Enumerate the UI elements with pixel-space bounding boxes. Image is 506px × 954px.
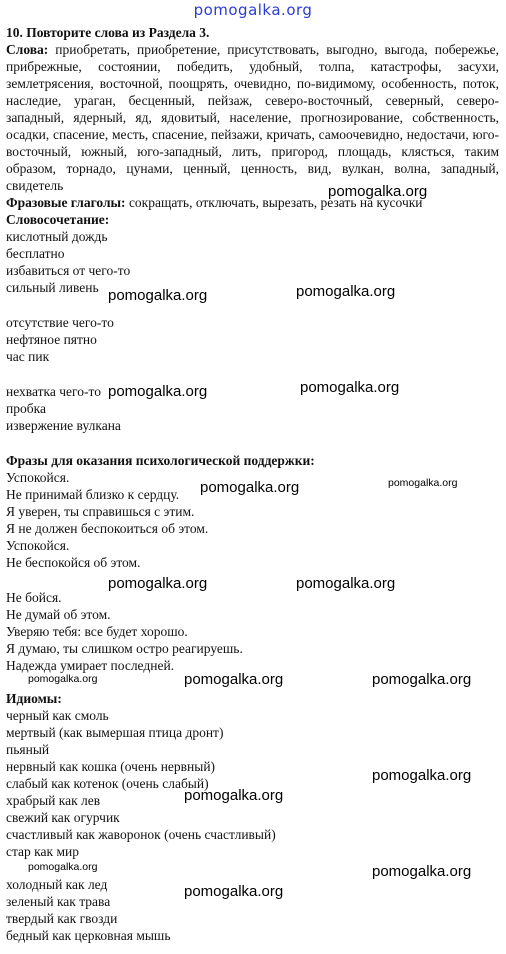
list-item: нехватка чего-то — [6, 384, 101, 399]
collocations-group-2 — [6, 314, 499, 365]
watermark: pomogalka.org — [108, 383, 208, 400]
words-paragraph — [6, 41, 499, 194]
list-item: нервный как кошка (очень нервный) — [6, 759, 216, 774]
watermark: pomogalka.org — [184, 787, 284, 804]
list-item: черный как смоль — [6, 708, 109, 723]
list-item: мертвый (как вымершая птица дронт) — [6, 725, 224, 740]
list-item: Я уверен, ты справишься с этим. — [6, 504, 195, 519]
list-item: пьяный — [6, 742, 50, 757]
list-item: слабый как котенок (очень слабый) — [6, 776, 209, 791]
list-item: Не беспокойся об этом. — [6, 555, 141, 570]
watermark: pomogalka.org — [300, 379, 400, 396]
collocations-group-3 — [6, 383, 499, 434]
list-item: Не думай об этом. — [6, 607, 111, 622]
watermark: pomogalka.org — [296, 283, 396, 300]
watermark: pomogalka.org — [108, 287, 208, 304]
list-item: стар как мир — [6, 844, 79, 859]
words-text: приобретать, приобретение, присутствовать, выгодно, выгода, побережье, прибрежные, состоянии, победить, удобный, толпа, катастрофы, засухи, землетрясения, восточной, поощрять, очевидно, по-видимому, особенность, поток, наследие, ураган, бесценный, пейзаж, северо-восточный, северный, северо-западный, ядерный, яд, ядовитый, население, прогнозирование, собственность, осадки, спасение, месть, спасение, пейзажи, кричать, самоочевидно, недостачи, юго-восточный, южный, юго-западный, лить, пригород, площадь, клясться, таким образом, торнадо, цунами, ценный, ценность, вид, вулкан, волна, западный, свидетель — [6, 42, 499, 193]
list-item: бедный как церковная мышь — [6, 928, 171, 943]
support-phrases-label: Фразы для оказания психологической поддержки: — [6, 453, 315, 468]
watermark: pomogalka.org — [108, 575, 208, 592]
list-item: бесплатно — [6, 246, 65, 261]
watermark: pomogalka.org — [184, 883, 284, 900]
phrasal-verbs-label: Фразовые глаголы: — [6, 195, 126, 210]
watermark: pomogalka.org — [372, 671, 472, 688]
list-item: отсутствие чего-то — [6, 315, 114, 330]
watermark: pomogalka.org — [296, 575, 396, 592]
list-item: холодный как лед — [6, 877, 108, 892]
list-item: час пик — [6, 349, 50, 364]
collocations-group-1 — [6, 228, 499, 296]
list-item: Не бойся. — [6, 590, 62, 605]
list-item: Успокойся. — [6, 470, 70, 485]
list-item: Уверяю тебя: все будет хорошо. — [6, 624, 188, 639]
exercise-title: 10. Повторите слова из Раздела 3. — [6, 25, 210, 40]
phrasal-verbs-text: сокращать, отключать, вырезать, резать на кусочки — [128, 195, 423, 210]
list-item: зеленый как трава — [6, 894, 111, 909]
list-item: нефтяное пятно — [6, 332, 97, 347]
list-item: свежий как огурчик — [6, 810, 120, 825]
site-header-logo[interactable]: pomogalka.org — [193, 1, 313, 19]
list-item: Надежда умирает последней. — [6, 658, 175, 673]
list-item: сильный ливень — [6, 280, 99, 295]
collocations-label: Словосочетание: — [6, 212, 110, 227]
watermark: pomogalka.org — [372, 863, 472, 880]
words-label: Слова: — [6, 42, 49, 57]
list-item: Я не должен беспокоиться об этом. — [6, 521, 209, 536]
list-item: Не принимай близко к сердцу. — [6, 487, 180, 502]
list-item: кислотный дождь — [6, 229, 108, 244]
list-item: извержение вулкана — [6, 418, 121, 433]
watermark: pomogalka.org — [28, 673, 98, 685]
list-item: счастливый как жаворонок (очень счастливый) — [6, 827, 276, 842]
watermark: pomogalka.org — [328, 183, 428, 200]
list-item: Я думаю, ты слишком остро реагируешь. — [6, 641, 243, 656]
watermark: pomogalka.org — [200, 479, 300, 496]
watermark: pomogalka.org — [184, 671, 284, 688]
list-item: избавиться от чего-то — [6, 263, 131, 278]
watermark: pomogalka.org — [372, 767, 472, 784]
watermark: pomogalka.org — [28, 861, 98, 873]
list-item: Успокойся. — [6, 538, 70, 553]
idioms-label: Идиомы: — [6, 691, 62, 706]
list-item: пробка — [6, 401, 46, 416]
watermark: pomogalka.org — [388, 477, 458, 489]
support-group-2 — [6, 589, 499, 674]
list-item: храбрый как лев — [6, 793, 101, 808]
list-item: твердый как гвозди — [6, 911, 118, 926]
